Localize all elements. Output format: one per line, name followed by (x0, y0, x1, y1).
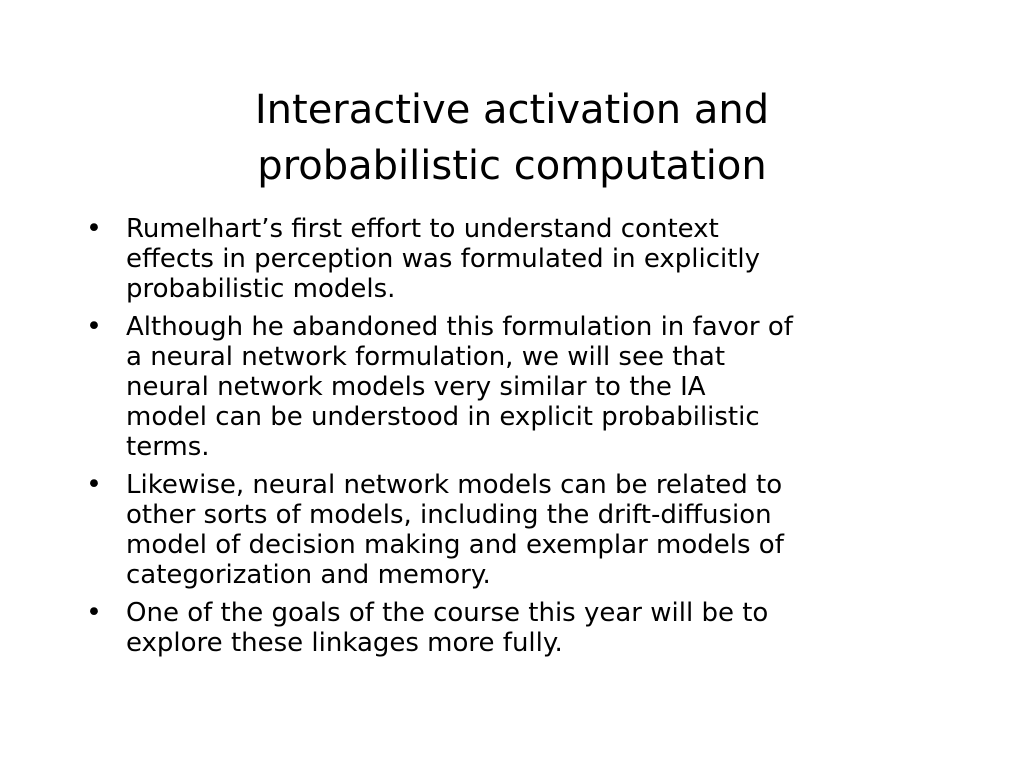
bullet-text-2 (126, 312, 946, 462)
bullet-2-line-5: terms. (126, 432, 210, 462)
bullet-3-line-4: categorization and memory. (126, 560, 491, 590)
bullet-3-line-1: Likewise, neural network models can be related to (126, 470, 783, 500)
bullet-item-3 (86, 470, 946, 590)
bullet-marker: • (86, 213, 102, 244)
bullet-item-1 (86, 214, 946, 304)
bullet-list (86, 214, 946, 666)
bullet-2-line-2: a neural network formulation, we will see that (126, 342, 726, 372)
bullet-text-1 (126, 214, 946, 304)
slide-title-line-1: Interactive activation and (254, 87, 770, 133)
bullet-1-line-1: Rumelhart’s first effort to understand context (126, 214, 719, 244)
bullet-3-line-3: model of decision making and exemplar models of (126, 530, 784, 560)
bullet-3-line-2: other sorts of models, including the drift-diffusion (126, 500, 772, 530)
bullet-item-2 (86, 312, 946, 462)
slide-title-line-2: probabilistic computation (257, 143, 767, 189)
bullet-marker: • (86, 469, 102, 500)
bullet-2-line-3: neural network models very similar to the IA (126, 372, 706, 402)
bullet-marker: • (86, 311, 102, 342)
bullet-4-line-1: One of the goals of the course this year will be to (126, 598, 769, 628)
bullet-marker: • (86, 597, 102, 628)
bullet-item-4 (86, 598, 946, 658)
bullet-1-line-2: effects in perception was formulated in explicitly (126, 244, 761, 274)
bullet-4-line-2: explore these linkages more fully. (126, 628, 563, 658)
bullet-1-line-3: probabilistic models. (126, 274, 396, 304)
bullet-text-3 (126, 470, 946, 590)
bullet-text-4 (126, 598, 946, 658)
bullet-2-line-1: Although he abandoned this formulation in favor of (126, 312, 793, 342)
bullet-2-line-4: model can be understood in explicit probabilistic (126, 402, 760, 432)
slide-title (0, 82, 1024, 194)
